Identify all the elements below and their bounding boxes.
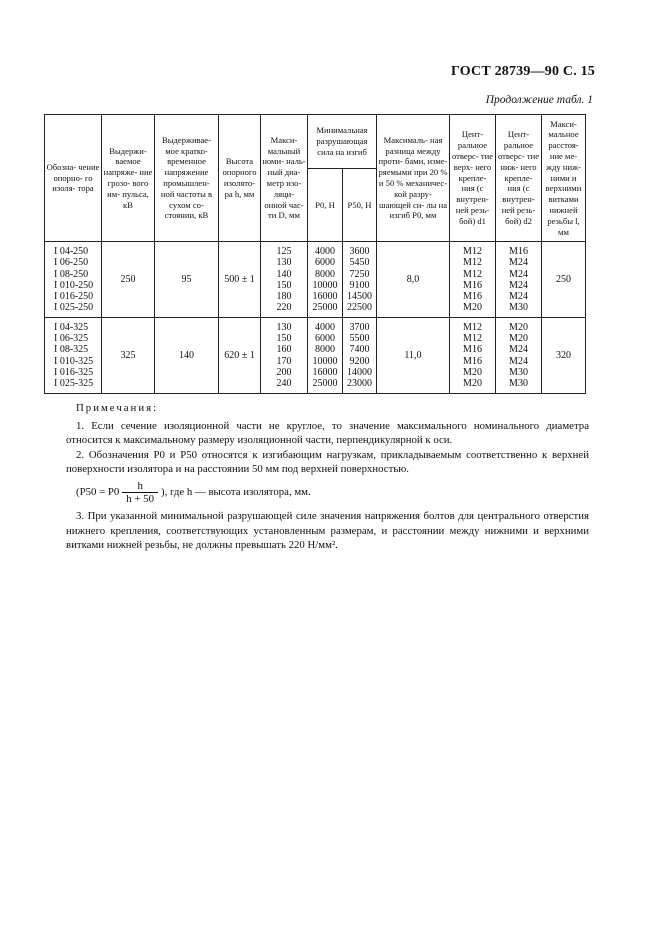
table-continuation-label: Продолжение табл. 1 bbox=[485, 94, 593, 106]
table-group-325 bbox=[45, 317, 586, 393]
p0-list: 4000 6000 8000 10000 16000 25000 bbox=[308, 317, 343, 393]
p50-list: 3700 5500 7400 9200 14000 23000 bbox=[343, 317, 377, 393]
header-max-diameter: Макси- мальный номи- наль- ный диа- метр изо- ляци- онной час- ти D, мм bbox=[261, 115, 308, 242]
header-max-distance: Макси- мальное расстоя- ние ме- жду ниж- ними и верхними витками нижней резьбы l, мм bbox=[542, 115, 586, 242]
max-distance-value: 250 bbox=[542, 242, 586, 318]
formula-prefix: (P50 = P0 bbox=[76, 486, 120, 499]
d1-list: M12 M12 M16 M16 M20 M20 bbox=[450, 317, 496, 393]
diameter-list: 125 130 140 150 180 220 bbox=[261, 242, 308, 318]
p0-list: 4000 6000 8000 10000 16000 25000 bbox=[308, 242, 343, 318]
diameter-list: 130 150 160 170 200 240 bbox=[261, 317, 308, 393]
max-distance-value: 320 bbox=[542, 317, 586, 393]
power-frequency-voltage-value: 140 bbox=[155, 317, 219, 393]
note-1: 1. Если сечение изоляционной части не круглое, то значение максимального номинального диаметра относится к максимальному размеру изоляционной части, перпендикулярной к оси. bbox=[66, 419, 589, 447]
formula-suffix: ), где h — высота изолятора, мм. bbox=[160, 486, 311, 499]
max-difference-value: 8,0 bbox=[377, 242, 450, 318]
note-3: 3. При указанной минимальной разрушающей силе значения напряжения болтов для центрального отверстия нижнего крепления, соответствующих установленным размерам, и расстоянии между нижними и верхними витками нижней резьбы, не должны превышать 220 Н/мм². bbox=[66, 509, 589, 552]
designation-list: I 04-325 I 06-325 I 08-325 I 010-325 I 016-325 I 025-325 bbox=[45, 317, 102, 393]
impulse-voltage-value: 325 bbox=[102, 317, 155, 393]
designation-list: I 04-250 I 06-250 I 08-250 I 010-250 I 016-250 I 025-250 bbox=[45, 242, 102, 318]
header-p50: P50, Н bbox=[343, 169, 377, 242]
header-designation: Обозна- чение опорно- го изоля- тора bbox=[45, 115, 102, 242]
note-2: 2. Обозначения P0 и P50 относятся к изгибающим нагрузкам, прикладываемым соответственно к верхней поверхности изолятора и на расстоянии 50 мм под верхней поверхностью. bbox=[66, 448, 589, 476]
header-power-frequency-voltage: Выдерживае- мое кратко- временное напряжение промышлен- ной частоты в сухом со- стоянии, кВ bbox=[155, 115, 219, 242]
formula-numerator: h bbox=[137, 479, 143, 492]
header-height: Высота опорного изолято- ра h, мм bbox=[219, 115, 261, 242]
d2-list: M16 M24 M24 M24 M24 M30 bbox=[496, 242, 542, 318]
p50-list: 3600 5450 7250 9100 14500 22500 bbox=[343, 242, 377, 318]
d2-list: M20 M20 M24 M24 M30 M30 bbox=[496, 317, 542, 393]
header-p0: P0, Н bbox=[308, 169, 343, 242]
formula-fraction bbox=[122, 480, 158, 505]
power-frequency-voltage-value: 95 bbox=[155, 242, 219, 318]
header-max-difference: Максималь- ная разница между проти- бами, изме- ряемыми при 20 % и 50 % механичес- кой разру- шающей си- лы на изгиб P0, мм bbox=[377, 115, 450, 242]
insulator-table bbox=[44, 114, 586, 394]
standard-header: ГОСТ 28739—90 С. 15 bbox=[451, 64, 595, 79]
header-min-breaking-force: Минимальная разрушающая сила на изгиб bbox=[308, 115, 377, 169]
header-center-hole-bottom: Цент- ральное отверс- тие ниж- него крепле- ния (с внутрен- ней резь- бой) d2 bbox=[496, 115, 542, 242]
d1-list: M12 M12 M12 M16 M16 M20 bbox=[450, 242, 496, 318]
impulse-voltage-value: 250 bbox=[102, 242, 155, 318]
height-value: 500 ± 1 bbox=[219, 242, 261, 318]
header-center-hole-top: Цент- ральное отверс- тие верх- него крепле- ния (с внутрен- ней резь- бой) d1 bbox=[450, 115, 496, 242]
notes-title: Примечания: bbox=[76, 402, 159, 414]
formula bbox=[76, 480, 589, 505]
notes-section bbox=[66, 401, 589, 553]
header-impulse-voltage: Выдержи- ваемое напряже- ние грозо- вого им- пульса, кВ bbox=[102, 115, 155, 242]
formula-denominator: h + 50 bbox=[122, 492, 158, 505]
max-difference-value: 11,0 bbox=[377, 317, 450, 393]
table-group-250 bbox=[45, 242, 586, 318]
height-value: 620 ± 1 bbox=[219, 317, 261, 393]
